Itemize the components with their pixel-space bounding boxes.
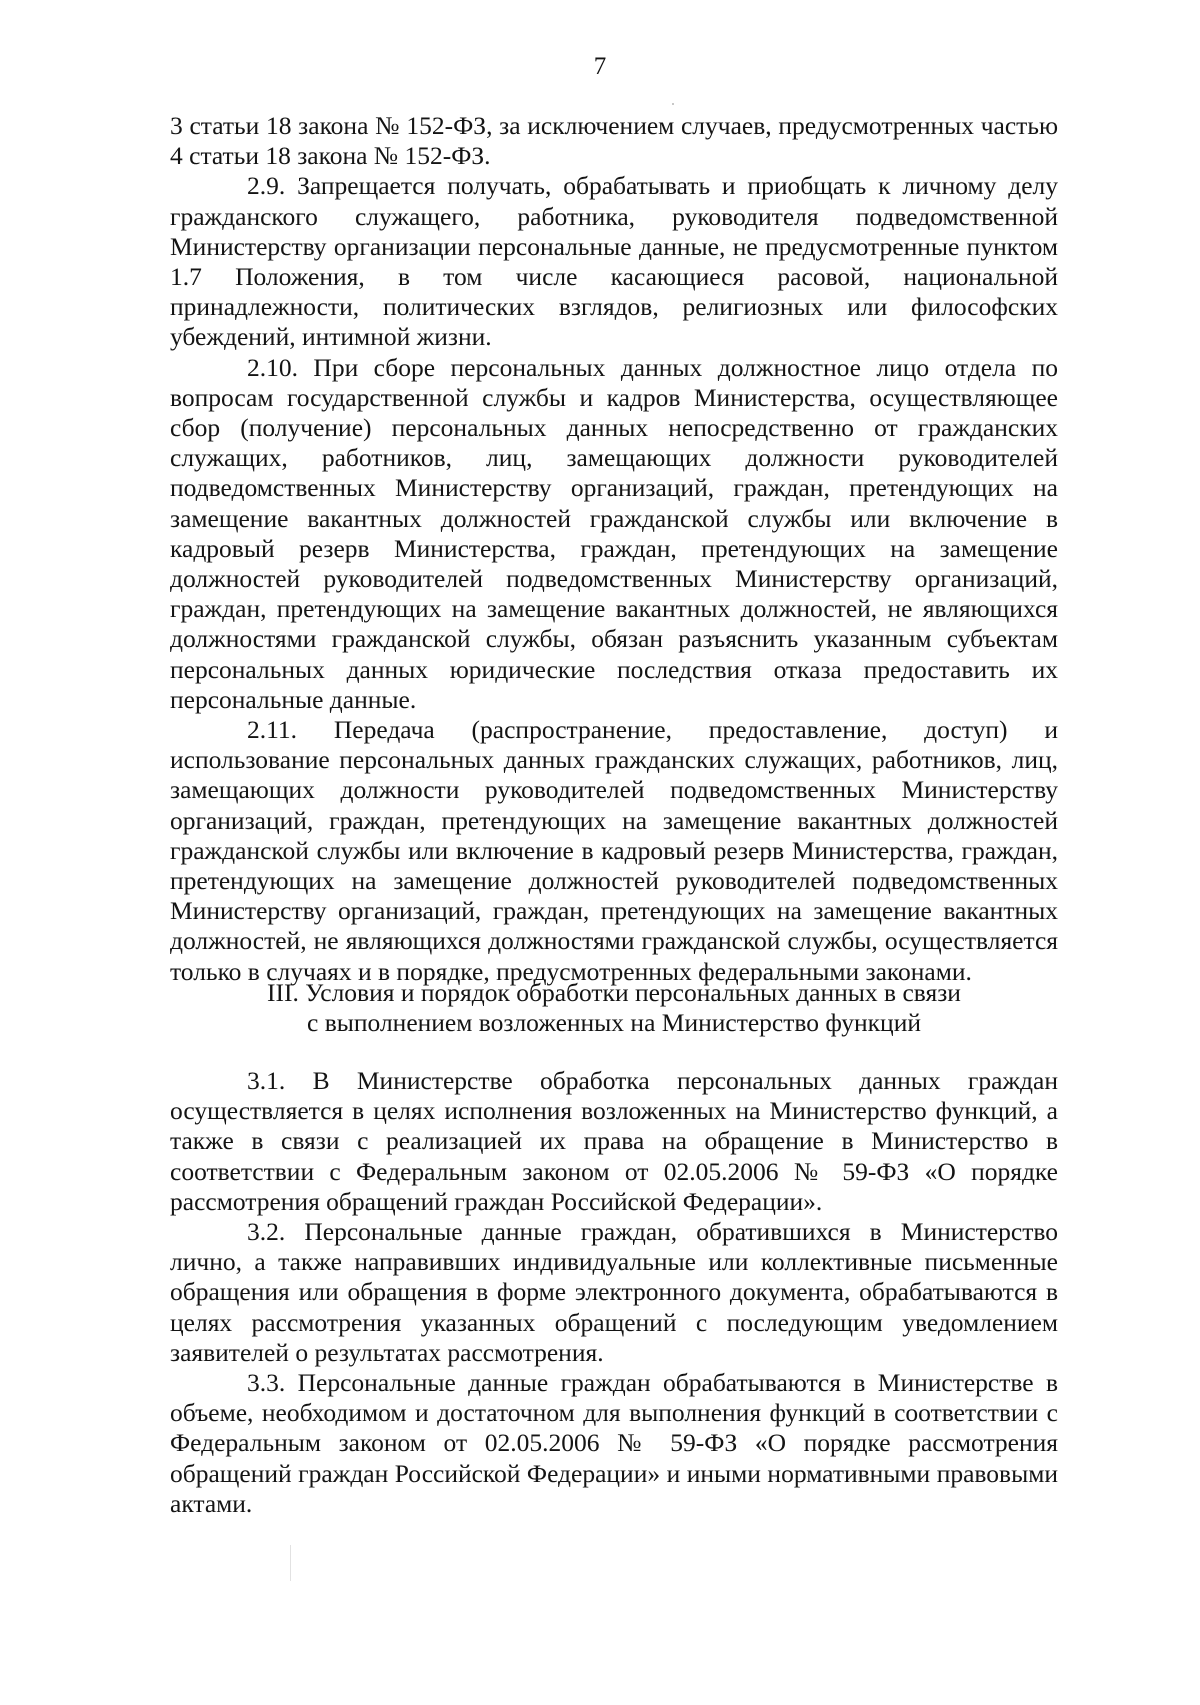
- paragraph-3-3: 3.3. Персональные данные граждан обрабатываются в Министерстве в объеме, необходимом и достаточном для выполнения функций в соответствии с Федеральным законом от 02.05.2006 № 59-ФЗ «О порядке рассмотрения обращений граждан Российской Федерации» и иными нормативными правовыми актами.: [170, 1368, 1058, 1518]
- paragraph-continuation: 3 статьи 18 закона № 152-ФЗ, за исключением случаев, предусмотренных частью 4 статьи 18 закона № 152-ФЗ.: [170, 111, 1058, 171]
- paragraph-3-1: 3.1. В Министерстве обработка персональных данных граждан осуществляется в целях исполнения возложенных на Министерство функций, а также в связи с реализацией их права на обращение в Министерство в соответствии с Федеральным законом от 02.05.2006 № 59-ФЗ «О порядке рассмотрения обращений граждан Российской Федерации».: [170, 1066, 1058, 1216]
- section-heading-line-2: с выполнением возложенных на Министерство функций: [307, 1008, 921, 1037]
- section-heading-line-1: III. Условия и порядок обработки персональных данных в связи: [267, 978, 961, 1007]
- scan-speck: [672, 103, 674, 105]
- paragraph-2-10: 2.10. При сборе персональных данных должностное лицо отдела по вопросам государственной службы и кадров Министерства, осуществляющее сбор (получение) персональных данных непосредственно от гражданских служащих, работников, лиц, замещающих должности руководителей подведомственных Министерству организаций, граждан, претендующих на замещение вакантных должностей гражданской службы или включение в кадровый резерв Министерства, граждан, претендующих на замещение должностей руководителей подведомственных Министерству организаций, граждан, претендующих на замещение вакантных должностей, не являющихся должностями гражданской службы, обязан разъяснить указанным субъектам персональных данных юридические последствия отказа предоставить их персональные данные.: [170, 352, 1058, 714]
- paragraph-2-11: 2.11. Передача (распространение, предоставление, доступ) и использование персональных данных гражданских служащих, работников, лиц, замещающих должности руководителей подведомственных Министерству организаций, граждан, претендующих на замещение вакантных должностей гражданской службы или включение в кадровый резерв Министерства, граждан, претендующих на замещение должностей руководителей подведомственных Министерству организаций, граждан, претендующих на замещение вакантных должностей, не являющихся должностями гражданской службы, осуществляется только в случаях и в порядке, предусмотренных федеральными законами.: [170, 715, 1058, 986]
- paragraph-3-2: 3.2. Персональные данные граждан, обратившихся в Министерство лично, а также направивших индивидуальные или коллективные письменные обращения или обращения в форме электронного документа, обрабатываются в целях рассмотрения указанных обращений с последующим уведомлением заявителей о результатах рассмотрения.: [170, 1217, 1058, 1367]
- scan-line-artifact: [290, 1545, 291, 1581]
- text-block-section-3: [170, 1066, 1058, 1519]
- paragraph-2-9: 2.9. Запрещается получать, обрабатывать и приобщать к личному делу гражданского служащего, работника, руководителя подведомственной Министерству организации персональные данные, не предусмотренные пунктом 1.7 Положения, в том числе касающиеся расовой, национальной принадлежности, политических взглядов, религиозных или философских убеждений, интимной жизни.: [170, 171, 1058, 352]
- page-number: 7: [593, 53, 607, 80]
- section-heading: [170, 978, 1058, 1038]
- text-block-continuation: [170, 111, 1058, 987]
